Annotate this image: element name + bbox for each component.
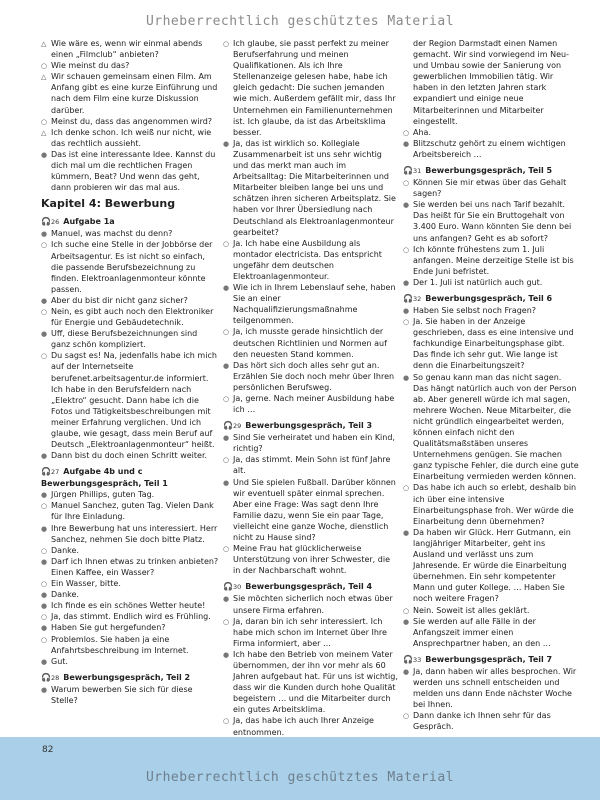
dialogue-line — [41, 71, 219, 115]
speaker-bullet-filled — [41, 684, 51, 696]
text-column-middle — [223, 38, 399, 737]
speaker-bullet-filled — [41, 523, 51, 535]
dialogue-text: Das ist eine interessante Idee. Kannst du dich mal um die rechtlichen Fragen kümmern, Beat? Und wenn das geht, dann probieren wir das mal aus. — [51, 149, 216, 193]
dialogue-text: Ich glaube, sie passt perfekt zu meiner Berufserfahrung und meinen Qualifikationen. Als ich Ihre Stellenanzeige gelesen habe, habe ich gleich gedacht: Die suchen jemanden wie mich. Außerdem gefällt mir, dass Ihr Unternehmen ein Familienunternehmen ist. Ich glaube, da ist das Arbeitsklima besser. — [233, 39, 396, 137]
dialogue-text: Ich habe den Betrieb von meinem Vater übernommen, der ihn vor mehr als 60 Jahren aufgebaut hat. Für uns ist wichtig, dass wir die Kunden durch hohe Qualität begeistern … und die Mitarbeiter durch ein gutes Arbeitsklima. — [233, 649, 398, 715]
audio-track-heading — [41, 466, 219, 478]
dialogue-text: Ich finde es ein schönes Wetter heute! — [51, 601, 206, 611]
dialogue-text: So genau kann man das nicht sagen. Das hängt natürlich auch von der Person ab. Aber generell würde ich mal sagen, mehrere Wochen. Neue Mitarbeiter, die nicht gründlich eingearbeitet werden, können einfach nicht den Qualitätsmaßstäben unseres Unternehmens genügen. Sie machen ganz typische Fehler, die durch eine gute Einarbeitung vermieden werden können. — [413, 372, 579, 482]
dialogue-text: Ja, daran bin ich sehr interessiert. Ich habe mich schon im Internet über Ihre Firma informiert, aber … — [233, 616, 387, 648]
speaker-bullet-filled — [403, 372, 413, 384]
audio-track-heading — [41, 672, 219, 684]
speaker-bullet-filled — [223, 432, 233, 444]
dialogue-line — [41, 60, 219, 71]
dialogue-text: Ja, gerne. Nach meiner Ausbildung habe ich … — [233, 394, 395, 415]
speaker-bullet-open — [41, 634, 51, 646]
headphones-icon: 🎧 — [223, 421, 233, 431]
dialogue-text: Und Sie spielen Fußball. Darüber können wir eventuell später einmal sprechen. Aber eine Frage: Was sagt denn Ihre Familie dazu, wenn Sie ein paar Tage, vielleicht eine ganze Woche, dienstlich nicht zu Hause sind? — [233, 477, 396, 543]
dialogue-line — [41, 523, 219, 545]
dialogue-text: Nein. Soweit ist alles geklärt. — [413, 605, 530, 615]
dialogue-text: Du sagst es! Na, jedenfalls habe ich mich auf der Internetseite berufenet.arbeitsagentur.de informiert. Ich habe in den Berufsfeldern nach „Elektro“ gesucht. Dann habe ich die Fotos und Tätigkeitsbeschreibungen mit meiner Erfahrung verglichen. Und ich glaube, wie gesagt, dass mein Beruf auf Deutsch „Elektroanlagenmonteur“ heißt. — [51, 351, 217, 450]
speaker-triangle-icon — [41, 71, 51, 83]
dialogue-line — [41, 634, 219, 656]
dialogue-text: Jürgen Phillips, guten Tag. — [51, 490, 155, 500]
dialogue-line — [403, 138, 579, 160]
speaker-bullet-filled — [223, 360, 233, 372]
headphones-icon: 🎧 — [403, 166, 413, 176]
dialogue-text: Aber du bist dir nicht ganz sicher? — [51, 295, 188, 305]
speaker-bullet-filled — [41, 450, 51, 462]
dialogue-text: Ja, das ist wirklich so. Kollegiale Zusammenarbeit ist uns sehr wichtig und das merkt man auch im Arbeitsalltag: Die Mitarbeiterinnen und Mitarbeiter bleiben lange bei uns und schätzen ihren sicheren Arbeitsplatz. Sie haben vor Ihrer Übersiedlung nach Deutschland als Elektroanlagenmonteur gearbeitet? — [233, 138, 396, 237]
dialogue-text: Wie meinst du das? — [51, 61, 130, 71]
dialogue-line — [41, 239, 219, 294]
speaker-bullet-filled — [41, 656, 51, 668]
audio-track-heading — [223, 420, 399, 432]
speaker-bullet-open — [403, 482, 413, 494]
dialogue-line — [41, 684, 219, 706]
speaker-bullet-open — [403, 316, 413, 328]
dialogue-line — [223, 477, 399, 544]
track-number: 26 — [51, 218, 60, 227]
dialogue-text: Ich suche eine Stelle in der Jobbörse der Arbeitsagentur. Es ist nicht so einfach, die passende Berufsbezeichnung zu finden. Elektroanlagenmonteur könnte passen. — [51, 240, 213, 294]
dialogue-line — [41, 127, 219, 149]
dialogue-text: Danke. — [51, 545, 79, 555]
watermark-top: Urheberrechtlich geschütztes Material — [145, 14, 455, 29]
dialogue-line — [223, 360, 399, 393]
dialogue-line — [41, 295, 219, 306]
watermark-bottom: Urheberrechtlich geschütztes Material — [145, 770, 455, 785]
speaker-bullet-open — [403, 244, 413, 256]
speaker-bullet-filled — [41, 149, 51, 161]
dialogue-text: Meine Frau hat glücklicherweise Unterstützung von ihrer Schwester, die in der Nachbarschaft wohnt. — [233, 544, 390, 576]
dialogue-text: Ja, ich musste gerade hinsichtlich der deutschen Richtlinien und Normen auf den neuesten Stand kommen. — [233, 327, 387, 359]
speaker-bullet-filled — [223, 649, 233, 661]
track-title: Bewerbungsgespräch, Teil 2 — [63, 672, 191, 682]
dialogue-line — [41, 622, 219, 633]
dialogue-line — [223, 238, 399, 282]
speaker-triangle-icon — [41, 127, 51, 139]
dialogue-line — [223, 616, 399, 649]
audio-track-heading — [41, 216, 219, 228]
dialogue-text: Ich denke schon. Ich weiß nur nicht, wie das rechtlich aussieht. — [51, 127, 212, 148]
dialogue-line — [403, 482, 579, 526]
speaker-bullet-filled — [223, 138, 233, 150]
track-number: 27 — [51, 468, 60, 477]
speaker-bullet-filled — [403, 199, 413, 211]
dialogue-line — [223, 715, 399, 737]
dialogue-line — [403, 277, 579, 288]
dialogue-text: Meinst du, dass das angenommen wird? — [51, 116, 213, 126]
dialogue-line — [41, 306, 219, 328]
dialogue-text: Blitzschutz gehört zu einem wichtigen Arbeitsbereich … — [413, 138, 566, 159]
headphones-icon: 🎧 — [223, 582, 233, 592]
track-number: 32 — [413, 294, 422, 303]
dialogue-line — [403, 305, 579, 316]
dialogue-line — [403, 666, 579, 710]
speaker-bullet-filled — [41, 328, 51, 340]
dialogue-text: Manuel, was machst du denn? — [51, 229, 173, 239]
speaker-bullet-filled — [41, 556, 51, 568]
dialogue-text: Ja. Ich habe eine Ausbildung als montador electricista. Das entspricht ungefähr dem deutschen Elektroanlagenmonteur. — [233, 238, 382, 281]
dialogue-text: Problemlos. Sie haben ja eine Anfahrtsbeschreibung im Internet. — [51, 634, 189, 655]
dialogue-line — [403, 316, 579, 371]
speaker-bullet-open — [223, 326, 233, 338]
speaker-bullet-open — [223, 543, 233, 555]
dialogue-line — [41, 578, 219, 589]
audio-track-heading — [403, 654, 579, 666]
headphones-icon: 🎧 — [41, 217, 51, 227]
dialogue-line — [41, 116, 219, 127]
dialogue-text: Da haben wir Glück. Herr Gutmann, ein langjähriger Mitarbeiter, geht ins Ausland und verlässt uns zum Jahresende. Er würde die Einarbeitung übernehmen. Ein sehr kompetenter Mann und guter Kollege. … Haben Sie noch weitere Fragen? — [413, 527, 571, 604]
track-number: 28 — [51, 673, 60, 682]
page-number: 82 — [42, 745, 54, 755]
audio-track-heading — [223, 581, 399, 593]
speaker-bullet-open — [223, 238, 233, 250]
dialogue-text: Ja, das habe ich auch Ihrer Anzeige entnommen. — [233, 716, 374, 737]
speaker-bullet-open — [41, 239, 51, 251]
speaker-bullet-filled — [403, 527, 413, 539]
speaker-bullet-filled — [403, 616, 413, 628]
track-title: Bewerbungsgespräch, Teil 5 — [425, 166, 553, 176]
speaker-bullet-filled — [223, 282, 233, 294]
dialogue-text: Der 1. Juli ist natürlich auch gut. — [413, 277, 543, 287]
dialogue-text: Darf ich Ihnen etwas zu trinken anbieten? Einen Kaffee, ein Wasser? — [51, 556, 219, 577]
speaker-bullet-open — [223, 715, 233, 727]
dialogue-text: Manuel Sanchez, guten Tag. Vielen Dank für Ihre Einladung. — [51, 501, 214, 522]
dialogue-text: Danke. — [51, 590, 79, 600]
dialogue-line — [41, 228, 219, 239]
speaker-bullet-filled — [223, 477, 233, 489]
dialogue-line — [41, 489, 219, 500]
dialogue-text: Ja, das stimmt. Endlich wird es Frühling. — [51, 612, 211, 622]
track-title: Aufgabe 4b und c — [63, 467, 143, 477]
dialogue-line — [223, 138, 399, 238]
dialogue-line — [41, 611, 219, 622]
dialogue-text: Wir schauen gemeinsam einen Film. Am Anfang gibt es eine kurze Einführung und nach dem Film eine kurze Diskussion darüber. — [51, 72, 218, 115]
section-subheading: Bewerbungsgespräch, Teil 1 — [41, 479, 168, 489]
dialogue-line — [41, 589, 219, 600]
dialogue-text: Das hört sich doch alles sehr gut an. Erzählen Sie doch noch mehr über Ihren persönlichen Berufsweg. — [233, 360, 395, 392]
dialogue-line — [41, 149, 219, 193]
dialogue-text: Ja. Sie haben in der Anzeige geschrieben, dass es eine intensive und fachkundige Einarbeitungsphase gibt. Das finde ich sehr gut. Wie lange ist denn die Einarbeitungszeit? — [413, 317, 574, 371]
dialogue-line — [403, 177, 579, 199]
speaker-bullet-open — [41, 500, 51, 512]
dialogue-line — [403, 244, 579, 277]
dialogue-line — [403, 605, 579, 616]
dialogue-text: Wie wäre es, wenn wir einmal abends einen „Filmclub“ anbieten? — [51, 39, 203, 60]
dialogue-text: Aha. — [413, 127, 431, 137]
speaker-triangle-icon — [41, 38, 51, 50]
dialogue-text: Sind Sie verheiratet und haben ein Kind, richtig? — [233, 433, 395, 454]
dialogue-line — [41, 600, 219, 611]
dialogue-line — [41, 350, 219, 450]
dialogue-line — [41, 556, 219, 578]
speaker-bullet-open — [223, 454, 233, 466]
dialogue-line — [223, 38, 399, 138]
track-title: Bewerbungsgespräch, Teil 3 — [245, 421, 373, 431]
dialogue-text: Sie möchten sicherlich noch etwas über unsere Firma erfahren. — [233, 594, 393, 615]
track-title: Aufgabe 1a — [63, 217, 115, 227]
dialogue-text: Gut. — [51, 656, 68, 666]
dialogue-line — [403, 372, 579, 483]
text-column-left — [41, 38, 219, 733]
speaker-bullet-filled — [403, 138, 413, 150]
dialogue-text: Können Sie mir etwas über das Gehalt sagen? — [413, 178, 567, 199]
dialogue-text: Dann danke ich Ihnen sehr für das Gespräch. — [413, 711, 551, 732]
track-title: Bewerbungsgespräch, Teil 4 — [245, 582, 373, 592]
dialogue-text: der Region Darmstadt einen Namen gemacht. Wir sind vorwiegend im Neu- und Umbau sowie der Sanierung von gewerblichen Immobilien tätig. Wir haben in den letzten Jahren stark expandiert und einige neue Mitarbeiterinnen und Mitarbeiter eingestellt. — [413, 39, 569, 126]
dialogue-line — [403, 38, 579, 127]
dialogue-text: Ja, dann haben wir alles besprochen. Wir werden uns schnell entscheiden und melden uns dann Ende nächster Woche bei Ihnen. — [413, 666, 577, 710]
dialogue-line — [223, 649, 399, 716]
track-number: 29 — [233, 422, 242, 431]
speaker-bullet-open — [41, 350, 51, 362]
dialogue-line — [223, 393, 399, 415]
audio-track-heading — [403, 165, 579, 177]
speaker-bullet-filled — [403, 666, 413, 678]
dialogue-text: Wie ich in Ihrem Lebenslauf sehe, haben Sie an einer Nachqualifizierungsmaßnahme teilgenommen. — [233, 283, 396, 326]
speaker-bullet-open — [403, 177, 413, 189]
text-column-right — [403, 38, 579, 733]
dialogue-text: Ihre Bewerbung hat uns interessiert. Herr Sanchez, nehmen Sie doch bitte Platz. — [51, 523, 218, 544]
dialogue-line — [403, 199, 579, 243]
dialogue-line — [41, 38, 219, 60]
dialogue-line — [223, 454, 399, 476]
dialogue-line — [223, 543, 399, 576]
speaker-bullet-open — [403, 710, 413, 722]
dialogue-line — [223, 326, 399, 359]
dialogue-line — [41, 450, 219, 461]
dialogue-line — [403, 710, 579, 732]
dialogue-text: Sie werden bei uns nach Tarif bezahlt. Das heißt für Sie ein Bruttogehalt von 3.400 Euro. Wann könnten Sie denn bei uns anfangen? Geht es ab sofort? — [413, 200, 572, 243]
speaker-bullet-open — [223, 38, 233, 50]
dialogue-line — [41, 500, 219, 522]
dialogue-text: Das habe ich auch so erlebt, deshalb bin ich über eine intensive Einarbeitungsphase froh. Wer würde die Einarbeitung denn übernehmen? — [413, 483, 577, 526]
speaker-bullet-open — [223, 616, 233, 628]
dialogue-line — [41, 545, 219, 556]
dialogue-line — [403, 616, 579, 649]
speaker-bullet-open — [41, 306, 51, 318]
track-number: 31 — [413, 167, 422, 176]
headphones-icon: 🎧 — [403, 293, 413, 303]
dialogue-text: Ein Wasser, bitte. — [51, 579, 121, 589]
dialogue-line — [223, 282, 399, 326]
dialogue-text: Uff, diese Berufsbezeichnungen sind ganz schön kompliziert. — [51, 329, 198, 350]
dialogue-text: Sie werden auf alle Fälle in der Anfangszeit immer einen Ansprechpartner haben, an den … — [413, 616, 551, 648]
dialogue-text: Haben Sie selbst noch Fragen? — [413, 305, 537, 315]
dialogue-line — [403, 527, 579, 605]
dialogue-text: Ja, das stimmt. Mein Sohn ist fünf Jahre alt. — [233, 455, 391, 476]
dialogue-text: Haben Sie gut hergefunden? — [51, 623, 166, 633]
headphones-icon: 🎧 — [403, 654, 413, 664]
dialogue-text: Nein, es gibt auch noch den Elektroniker für Energie und Gebäudetechnik. — [51, 306, 214, 328]
dialogue-line — [403, 127, 579, 138]
track-number: 30 — [233, 583, 242, 592]
dialogue-text: Warum bewerben Sie sich für diese Stelle? — [51, 684, 193, 705]
audio-track-heading — [403, 293, 579, 305]
dialogue-line — [223, 593, 399, 615]
dialogue-line — [41, 328, 219, 350]
dialogue-text: Dann bist du doch einen Schritt weiter. — [51, 451, 208, 461]
chapter-heading: Kapitel 4: Bewerbung — [41, 197, 176, 211]
headphones-icon: 🎧 — [41, 467, 51, 477]
speaker-bullet-filled — [223, 593, 233, 605]
dialogue-line — [223, 432, 399, 454]
track-number: 33 — [413, 655, 422, 664]
speaker-bullet-filled — [403, 277, 413, 289]
footer-bar — [0, 737, 600, 800]
headphones-icon: 🎧 — [41, 672, 51, 682]
dialogue-line — [41, 656, 219, 667]
dialogue-text: Ich könnte frühestens zum 1. Juli anfangen. Meine derzeitige Stelle ist bis Ende Juni befristet. — [413, 244, 574, 276]
speaker-bullet-open — [223, 393, 233, 405]
track-title: Bewerbungsgespräch, Teil 7 — [425, 654, 553, 664]
track-title: Bewerbungsgespräch, Teil 6 — [425, 293, 553, 303]
